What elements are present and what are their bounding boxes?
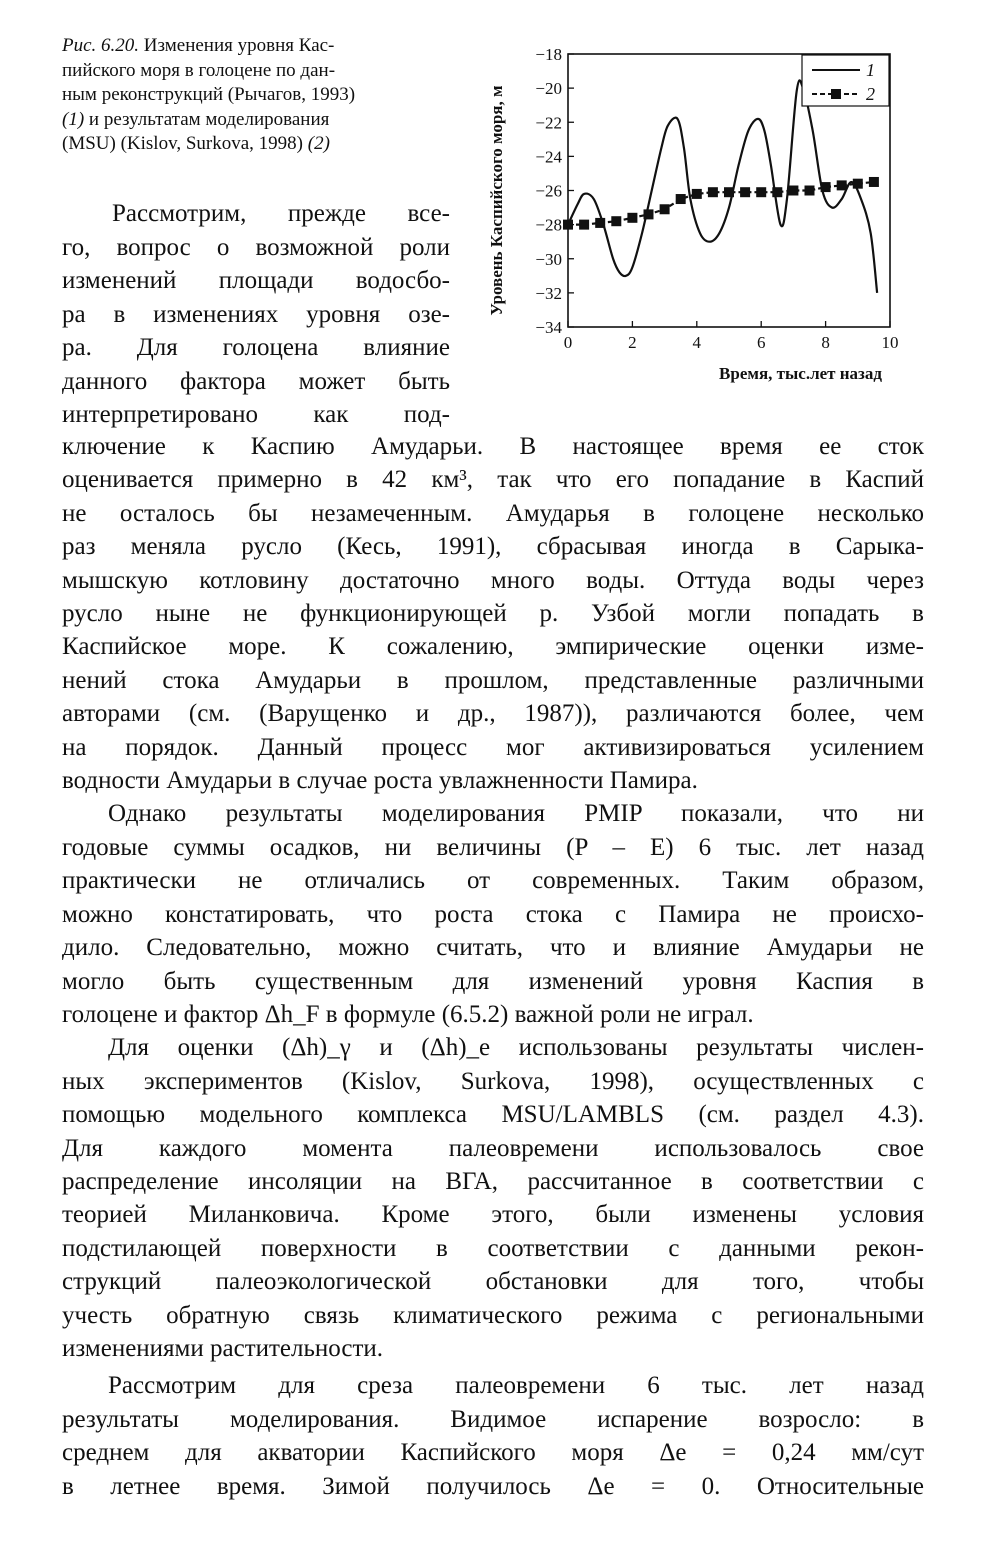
x-tick-label: 10 (881, 333, 899, 352)
series-2-point (692, 189, 702, 199)
text-line: изменений площади водосбо- (62, 267, 450, 294)
text-line: струкций палеоэкологической обстановки для того, чтобы (62, 1268, 924, 1296)
text-line: ных экспериментов (Kislov, Surkova, 1998), осуществленных с (62, 1067, 924, 1095)
text-line: Рассмотрим для среза палеовремени 6 тыс. лет назад (108, 1372, 924, 1400)
text-line: на порядок. Данный процесс мог активизироваться усилением (62, 733, 924, 761)
x-tick-label: 2 (628, 333, 637, 352)
text-line: среднем для акватории Каспийского моря Δe = 0,24 мм/сут (62, 1439, 924, 1467)
text-line: нений стока Амударьи в прошлом, представленные различными (62, 666, 924, 694)
x-tick-label: 0 (563, 333, 573, 352)
text-line: водности Амударьи в случае роста увлажненности Памира. (62, 767, 698, 795)
text-line: Для каждого момента палеовремени использовалось свое (62, 1134, 924, 1162)
caption-line: ным реконструкций (Рычагов, 1993) (62, 84, 356, 105)
series-2-point (579, 220, 589, 230)
left-column-text (62, 197, 450, 432)
caption-ref: (2) (307, 133, 330, 154)
y-tick-label: −22 (535, 113, 562, 133)
caption-ref: (1) (62, 108, 85, 130)
series-2-point (660, 204, 670, 214)
y-axis-label: Уровень Каспийского моря, м (487, 85, 506, 316)
series-2-point (563, 220, 573, 230)
series-2-point (821, 182, 831, 192)
y-tick-label: −30 (535, 249, 562, 269)
legend-marker-2 (831, 89, 841, 99)
text-line: оценивается примерно в 42 км³, так что его попадание в Каспий (62, 466, 924, 494)
text-line: Для оценки (Δh)_γ и (Δh)_e использованы результаты числен- (108, 1034, 924, 1062)
x-tick-label: 6 (756, 333, 766, 352)
series-2-point (724, 187, 734, 197)
text-line: ключение к Каспию Амударьи. В настоящее время ее сток (62, 433, 924, 460)
y-tick-label: −32 (535, 283, 562, 303)
x-tick-label: 4 (692, 333, 702, 352)
text-line: не осталось бы незамеченным. Амударья в голоцене несколько (62, 499, 924, 527)
text-line: изменениями растительности. (62, 1334, 384, 1362)
legend-label-1: 1 (866, 60, 875, 80)
text-line: практически не отличались от современных. Таким образом, (62, 867, 924, 895)
series-2-point (837, 180, 847, 190)
text-line: дило. Следовательно, можно считать, что и влияние Амударьи не (62, 934, 924, 962)
text-line: подстилающей поверхности в соответствии с данными рекон- (62, 1234, 924, 1262)
body-text (62, 430, 924, 1503)
y-tick-label: −28 (535, 215, 562, 235)
text-line: интерпретировано как под- (62, 401, 450, 428)
series-2-point (853, 179, 863, 189)
text-line: ра в изменениях уровня озе- (62, 300, 450, 328)
y-tick-label: −26 (535, 181, 562, 201)
series-2-point (740, 187, 750, 197)
series-2-point (788, 186, 798, 196)
text-line: в летнее время. Зимой получилось Δe = 0. Относительные (62, 1472, 924, 1500)
y-tick-label: −24 (535, 147, 562, 167)
caption-line: и результатам моделирования (84, 108, 330, 130)
series-2-point (708, 187, 718, 197)
series-2-point (627, 213, 637, 223)
y-tick-label: −20 (535, 79, 562, 99)
x-tick-label: 8 (821, 333, 830, 352)
figure-caption (62, 34, 460, 157)
caption-line: пийского моря в голоцене по дан- (62, 59, 336, 81)
text-line: русло ныне не функционирующей р. Узбой могли попадать в (62, 600, 924, 628)
text-line: могло быть существенным для изменений уровня Каспия в (62, 967, 924, 995)
text-line: можно констатировать, что роста стока с Памира не происхо- (62, 900, 924, 928)
text-line: данного фактора может быть (62, 367, 450, 395)
sea-level-chart (472, 28, 942, 403)
series-2-point (869, 177, 879, 187)
legend-label-2: 2 (866, 84, 875, 104)
caption-line: (MSU) (Kislov, Surkova, 1998) (62, 133, 308, 154)
series-2-point (676, 194, 686, 204)
text-line: мышскую котловину достаточно много воды. Оттуда воды через (62, 566, 924, 594)
y-tick-label: −34 (535, 318, 562, 337)
series-2-point (595, 218, 605, 228)
text-line: распределение инсоляции на ВГА, рассчитанное в соответствии с (62, 1167, 924, 1195)
series-2-point (805, 186, 815, 196)
series-2-point (644, 209, 654, 219)
text-line: ра. Для голоцена влияние (62, 334, 450, 361)
text-line: голоцене и фактор Δh_F в формуле (6.5.2) важной роли не играл. (62, 1000, 754, 1028)
text-line: Рассмотрим, прежде все- (112, 200, 450, 227)
legend-box (802, 55, 889, 106)
text-line: Каспийское море. К сожалению, эмпирические оценки изме- (62, 633, 924, 661)
text-line: учесть обратную связь климатического режима с региональными (62, 1301, 924, 1329)
y-tick-label: −18 (535, 45, 562, 64)
x-axis-label: Время, тыс.лет назад (719, 364, 882, 383)
text-line: помощью модельного комплекса MSU/LAMBLS (см. раздел 4.3). (62, 1101, 924, 1129)
figure-label: Рис. 6.20. (62, 35, 140, 56)
text-line: авторами (см. (Варущенко и др., 1987)), различаются более, чем (62, 700, 924, 728)
text-line: раз меняла русло (Кесь, 1991), сбрасывая иногда в Сарыка- (62, 533, 924, 561)
series-2-point (756, 187, 766, 197)
series-2-point (772, 187, 782, 197)
series-2-point (611, 216, 621, 226)
text-line: Однако результаты моделирования PMIP показали, что ни (108, 800, 924, 828)
text-line: результаты моделирования. Видимое испарение возросло: в (62, 1405, 924, 1433)
text-line: годовые суммы осадков, ни величины (P – E) 6 тыс. лет назад (62, 833, 924, 861)
text-line: го, вопрос о возможной роли (62, 233, 450, 261)
text-line: теорией Миланковича. Кроме этого, были изменены условия (62, 1201, 924, 1229)
caption-line: Изменения уровня Кас- (143, 35, 335, 56)
